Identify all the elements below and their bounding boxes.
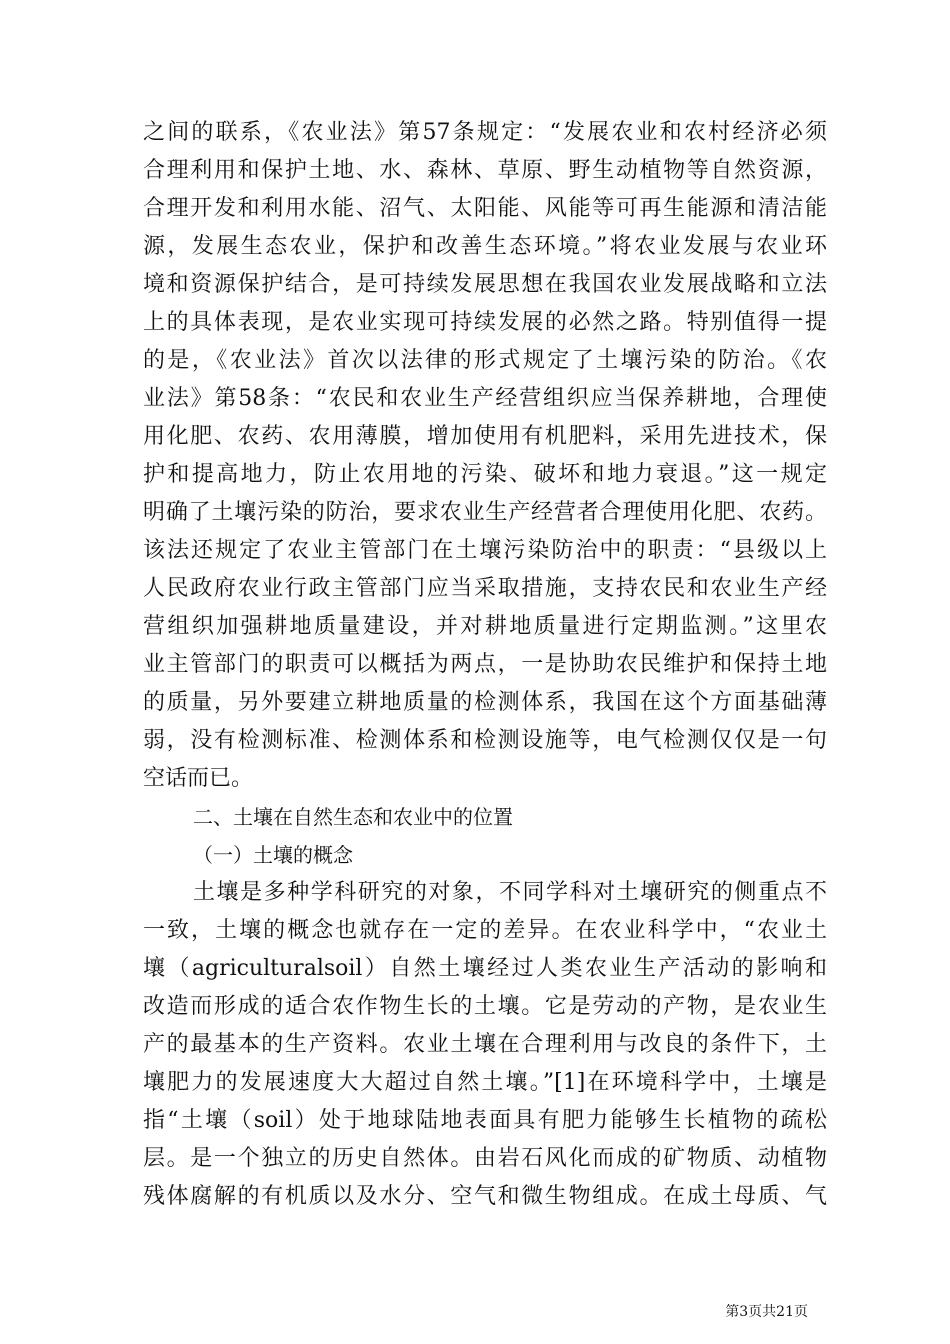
subsection-heading: （一）土壤的概念 — [193, 843, 353, 867]
text-line: 营组织加强耕地质量建设，并对耕地质量进行定期监测。”这里农 — [143, 614, 827, 639]
text-line: 之间的联系，《农业法》第57条规定：“发展农业和农村经济必须 — [143, 120, 827, 145]
text-line: 该法还规定了农业主管部门在土壤污染防治中的职责：“县级以上 — [143, 538, 827, 563]
text-line: 合理开发和利用水能、沼气、太阳能、风能等可再生能源和清洁能 — [143, 196, 827, 221]
text-line: 护和提高地力，防止农用地的污染、破坏和地力衰退。”这一规定 — [143, 462, 827, 487]
text-line: 人民政府农业行政主管部门应当采取措施，支持农民和农业生产经 — [143, 576, 827, 601]
text-line: 境和资源保护结合，是可持续发展思想在我国农业发展战略和立法 — [143, 272, 827, 297]
text-line: 上的具体表现，是农业实现可持续发展的必然之路。特别值得一提 — [143, 310, 827, 335]
text-line: 业主管部门的职责可以概括为两点，一是协助农民维护和保持土地 — [143, 652, 827, 677]
text-line: 残体腐解的有机质以及水分、空气和微生物组成。在成土母质、气 — [143, 1184, 827, 1209]
text-line: 层。是一个独立的历史自然体。由岩石风化而成的矿物质、动植物 — [143, 1146, 827, 1171]
text-line: 壤肥力的发展速度大大超过自然土壤。”[1]在环境科学中，土壤是 — [143, 1070, 827, 1095]
text-line: 空话而已。 — [143, 766, 254, 791]
text-line: 用化肥、农药、农用薄膜，增加使用有机肥料，采用先进技术，保 — [143, 424, 827, 449]
text-line: 产的最基本的生产资料。农业土壤在合理利用与改良的条件下，土 — [143, 1032, 827, 1057]
text-line: 土壤是多种学科研究的对象，不同学科对土壤研究的侧重点不 — [193, 880, 827, 905]
text-line: 合理利用和保护土地、水、森林、草原、野生动植物等自然资源， — [143, 158, 827, 183]
page-number: 第3页共21页 — [725, 1304, 808, 1320]
text-line: 壤（agriculturalsoil）自然土壤经过人类农业生产活动的影响和 — [143, 956, 827, 981]
text-line: 明确了土壤污染的防治，要求农业生产经营者合理使用化肥、农药。 — [143, 500, 827, 525]
text-line: 的是，《农业法》首次以法律的形式规定了土壤污染的防治。《农 — [143, 348, 827, 373]
text-line: 一致，土壤的概念也就存在一定的差异。在农业科学中，“农业土 — [143, 918, 827, 943]
text-line: 改造而形成的适合农作物生长的土壤。它是劳动的产物，是农业生 — [143, 994, 827, 1019]
text-line: 的质量，另外要建立耕地质量的检测体系，我国在这个方面基础薄 — [143, 690, 827, 715]
section-heading: 二、土壤在自然生态和农业中的位置 — [193, 805, 513, 829]
text-line: 弱，没有检测标准、检测体系和检测设施等，电气检测仅仅是一句 — [143, 728, 827, 753]
body-text — [143, 114, 827, 1216]
text-line: 指“土壤（soil）处于地球陆地表面具有肥力能够生长植物的疏松 — [143, 1108, 827, 1133]
text-line: 源，发展生态农业，保护和改善生态环境。”将农业发展与农业环 — [143, 234, 827, 259]
text-line: 业法》第58条：“农民和农业生产经营组织应当保养耕地，合理使 — [143, 386, 827, 411]
